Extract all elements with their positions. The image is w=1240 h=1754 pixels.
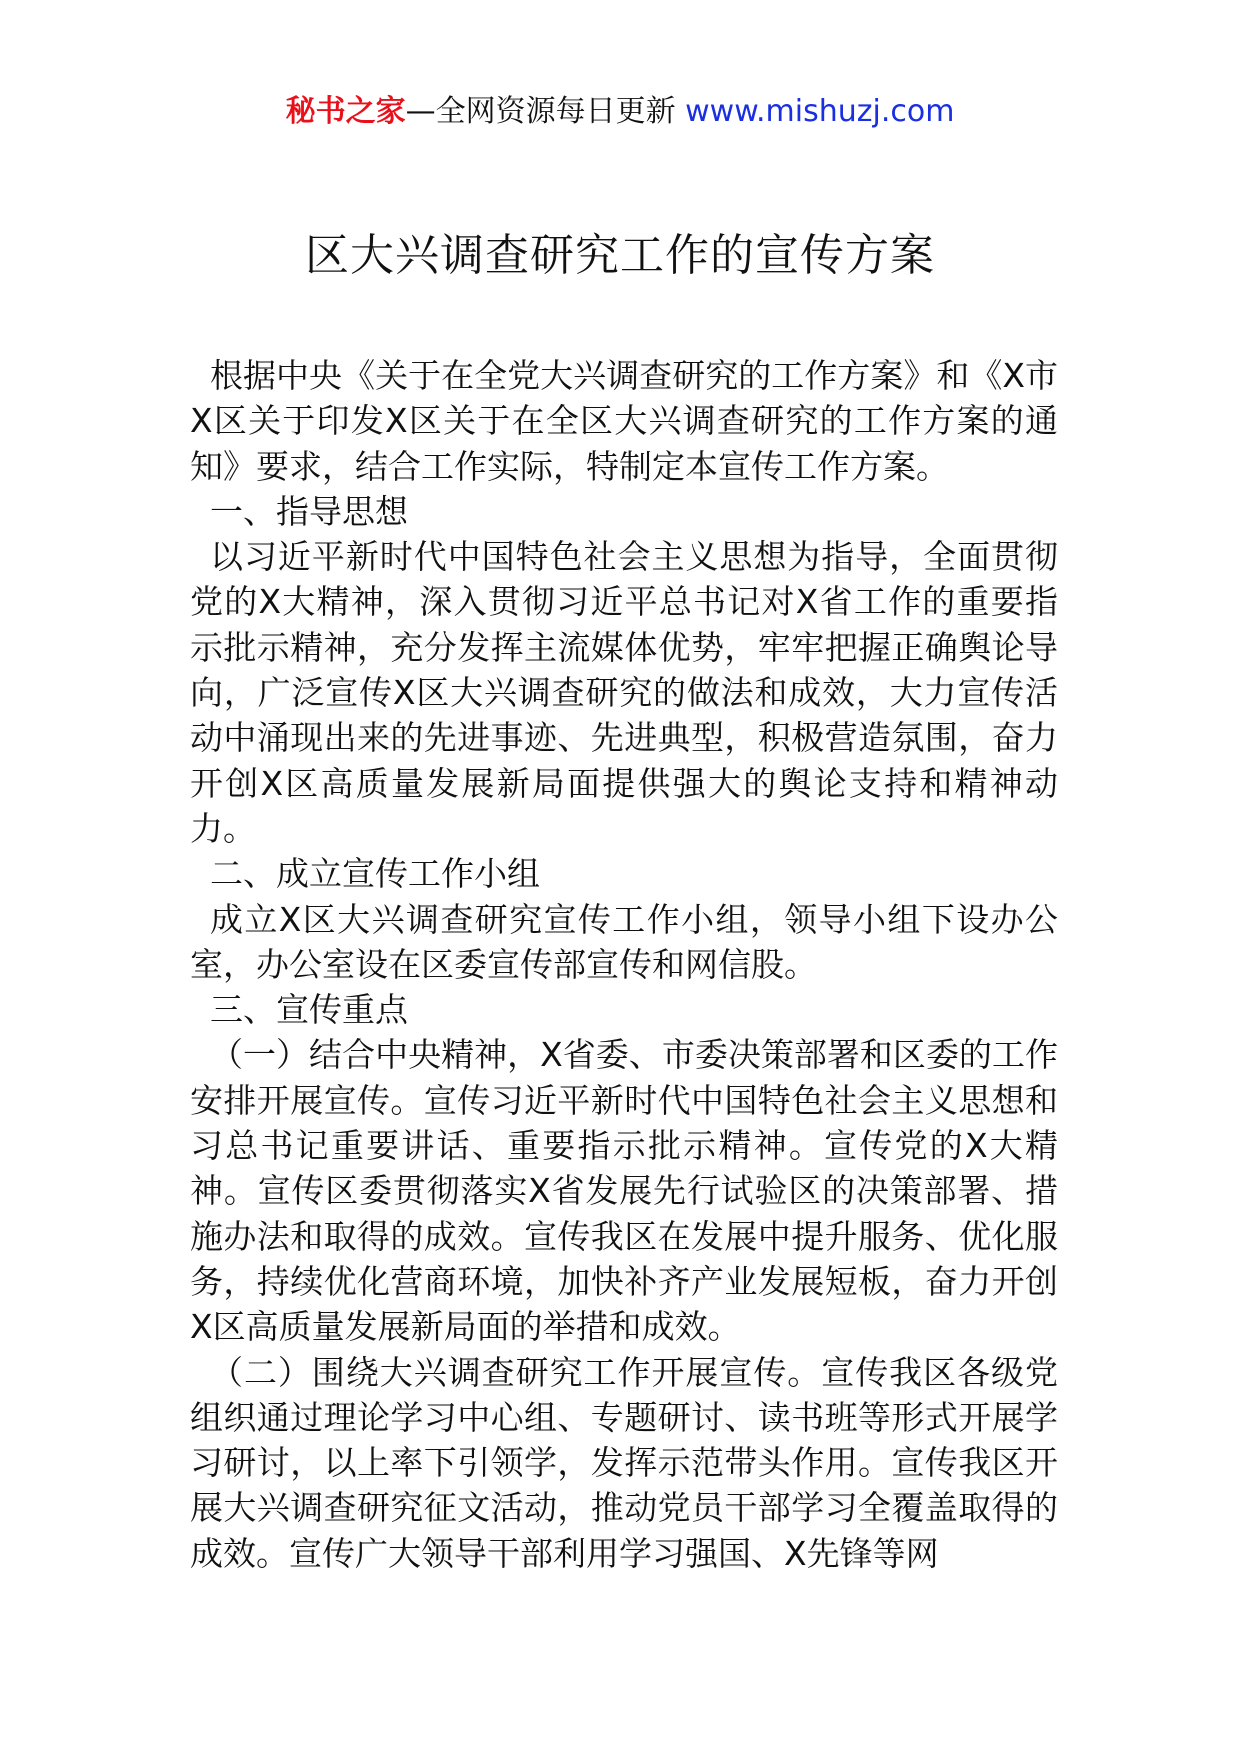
intro-paragraph: 根据中央《关于在全党大兴调查研究的工作方案》和《X市X区关于印发X区关于在全区大兴调查研究的工作方案的通知》要求，结合工作实际，特制定本宣传工作方案。 xyxy=(190,356,1058,486)
working-group-paragraph: 成立X区大兴调查研究宣传工作小组，领导小组下设办公室，办公室设在区委宣传部宣传和网信股。 xyxy=(190,899,1058,984)
section-heading-working-group: 二、成立宣传工作小组 xyxy=(210,854,540,894)
focus-item-2-paragraph: （二）围绕大兴调查研究工作开展宣传。宣传我区各级党组织通过理论学习中心组、专题研讨、读书班等形式开展学习研讨，以上率下引领学，发挥示范带头作用。宣传我区开展大兴调查研究征文活动，推动党员干部学习全覆盖取得的成效。宣传广大领导干部利用学习强国、X先锋等网 xyxy=(190,1352,1058,1573)
site-header-banner xyxy=(0,92,1240,132)
guiding-ideology-paragraph: 以习近平新时代中国特色社会主义思想为指导，全面贯彻党的X大精神，深入贯彻习近平总书记对X省工作的重要指示批示精神，充分发挥主流媒体优势，牢牢把握正确舆论导向，广泛宣传X区大兴调查研究的做法和成效，大力宣传活动中涌现出来的先进事迹、先进典型，积极营造氛围，奋力开创X区高质量发展新局面提供强大的舆论支持和精神动力。 xyxy=(190,537,1058,848)
section-heading-guiding-ideology: 一、指导思想 xyxy=(210,491,408,531)
site-url-link[interactable]: www.mishuzj.com xyxy=(685,94,955,129)
header-slogan: —全网资源每日更新 xyxy=(405,94,686,129)
section-heading-focus: 三、宣传重点 xyxy=(210,990,408,1030)
focus-item-1-paragraph: （一）结合中央精神，X省委、市委决策部署和区委的工作安排开展宣传。宣传习近平新时代中国特色社会主义思想和习总书记重要讲话、重要指示批示精神。宣传党的X大精神。宣传区委贯彻落实X省发展先行试验区的决策部署、措施办法和取得的成效。宣传我区在发展中提升服务、优化服务，持续优化营商环境，加快补齐产业发展短板，奋力开创X区高质量发展新局面的举措和成效。 xyxy=(190,1035,1058,1347)
brand-name: 秘书之家 xyxy=(285,94,406,129)
document-title: 区大兴调查研究工作的宣传方案 xyxy=(305,230,935,281)
document-body xyxy=(190,353,1058,1576)
